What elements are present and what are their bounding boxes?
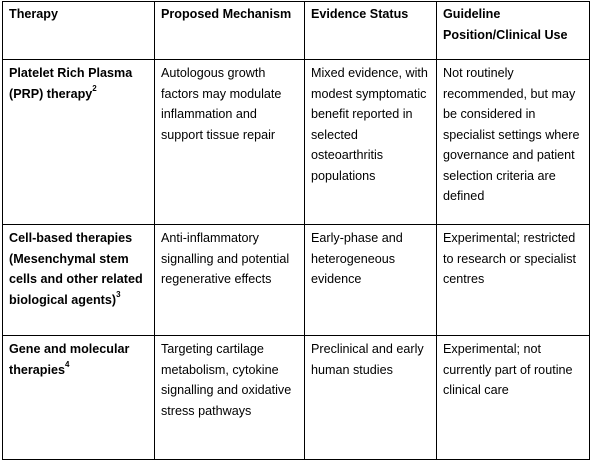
therapy-cell [3, 60, 155, 225]
header-row [3, 2, 590, 60]
table-row [3, 60, 590, 225]
mechanism-cell: Anti-inflammatory signalling and potential regenerative effects [155, 225, 305, 336]
guideline-cell: Experimental; restricted to research or specialist centres [437, 225, 590, 336]
header-guideline: Guideline Position/Clinical Use [437, 2, 590, 60]
therapy-name: Cell-based therapies (Mesenchymal stem cells and other related biological agents) [9, 231, 143, 307]
therapy-cell [3, 336, 155, 460]
therapy-cell [3, 225, 155, 336]
therapy-name: Platelet Rich Plasma (PRP) therapy [9, 66, 133, 101]
reference-superscript: 2 [92, 84, 97, 94]
therapy-name: Gene and molecular therapies [9, 342, 130, 377]
evidence-cell: Preclinical and early human studies [305, 336, 437, 460]
mechanism-cell: Targeting cartilage metabolism, cytokine signalling and oxidative stress pathways [155, 336, 305, 460]
guideline-cell: Experimental; not currently part of routine clinical care [437, 336, 590, 460]
evidence-cell: Mixed evidence, with modest symptomatic benefit reported in selected osteoarthritis populations [305, 60, 437, 225]
header-mechanism: Proposed Mechanism [155, 2, 305, 60]
header-therapy: Therapy [3, 2, 155, 60]
reference-superscript: 4 [65, 360, 70, 370]
header-evidence: Evidence Status [305, 2, 437, 60]
reference-superscript: 3 [116, 290, 121, 300]
table-row [3, 336, 590, 460]
therapy-table [2, 1, 590, 460]
guideline-cell: Not routinely recommended, but may be considered in specialist settings where governance and patient selection criteria are defined [437, 60, 590, 225]
mechanism-cell: Autologous growth factors may modulate inflammation and support tissue repair [155, 60, 305, 225]
table-row [3, 225, 590, 336]
evidence-cell: Early-phase and heterogeneous evidence [305, 225, 437, 336]
